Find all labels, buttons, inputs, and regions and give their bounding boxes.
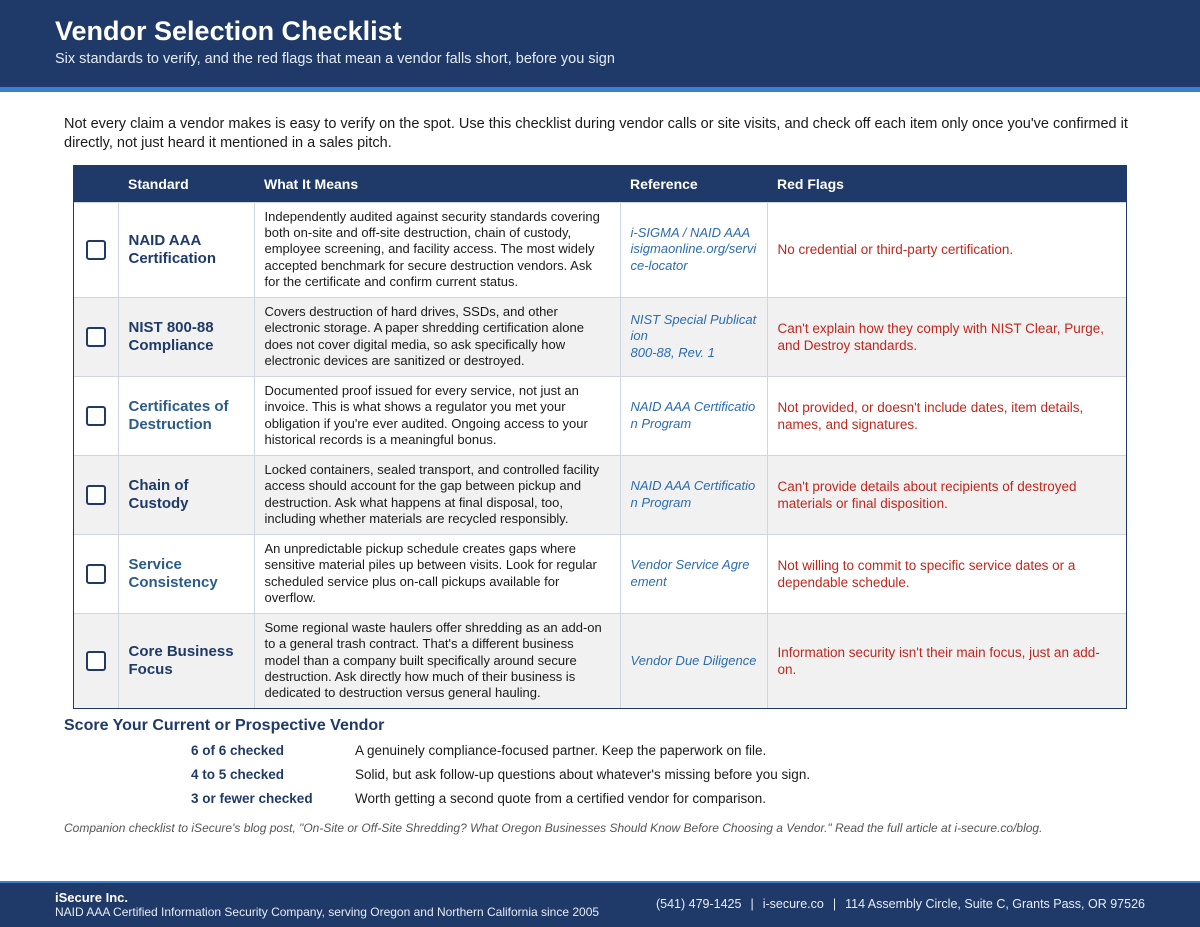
score-label: 3 or fewer checked	[191, 791, 313, 806]
checkbox-cell	[74, 297, 118, 376]
table-row	[74, 202, 1126, 297]
table-row	[74, 534, 1126, 613]
reference-link[interactable]: isigmaonline.org/service-locator	[630, 241, 757, 273]
score-item	[191, 789, 1091, 809]
standard-name: NIST 800-88 Compliance	[118, 297, 254, 376]
checkbox-service-consistency[interactable]	[86, 564, 106, 584]
header-accent-rule	[0, 87, 1200, 92]
standard-name: Certificates of Destruction	[118, 376, 254, 455]
checkbox-cell	[74, 455, 118, 534]
reference-line: 800-88, Rev. 1	[630, 344, 715, 360]
reference-line: NAID AAA Certification Program	[630, 478, 756, 510]
column-header-means: What It Means	[264, 175, 359, 192]
red-flag-text: Can't provide details about recipients of destroyed materials or final disposition.	[777, 478, 1077, 511]
companion-note: Companion checklist to iSecure's blog post, "On-Site or Off-Site Shredding? What Oregon Businesses Should Know Before Choosing a Vendor." Read the full article at i-secure.co/blog.	[64, 821, 1043, 835]
table-row	[74, 297, 1126, 376]
red-flag-text: No credential or third-party certification.	[777, 242, 1014, 257]
checkbox-cell	[74, 613, 118, 708]
table-row	[74, 376, 1126, 455]
reference-line: NAID AAA Certification Program	[630, 399, 756, 431]
reference-line: i-SIGMA / NAID AAA	[630, 225, 751, 241]
reference-line: Vendor Service Agreement	[630, 557, 750, 589]
standard-reference	[620, 613, 767, 708]
footer-company-name: iSecure Inc.	[55, 890, 128, 905]
standard-name: NAID AAA Certification	[118, 202, 254, 297]
standard-description: Locked containers, sealed transport, and controlled facility access should account for the gap between pickup and destruction. Ask what happens at final disposal, too, including whether materials are recycled responsibly.	[254, 455, 620, 534]
standard-reference	[620, 455, 767, 534]
score-label: 6 of 6 checked	[191, 743, 285, 758]
column-header-reference: Reference	[630, 175, 698, 192]
table-row	[74, 613, 1126, 708]
score-item	[191, 741, 1091, 761]
checkbox-cell	[74, 376, 118, 455]
standard-description: Independently audited against security standards covering both on-site and off-site destruction, chain of custody, employee screening, and facility access. The most widely accepted benchmark for secure destruction vendors. Ask for the certificate and confirm current status.	[254, 202, 620, 297]
page-footer	[0, 883, 1200, 927]
standard-reference	[620, 376, 767, 455]
standard-description: Documented proof issued for every service, not just an invoice. This is what shows a regulator you met your obligation if you're ever audited. Ongoing access to your historical records is a meaningful bonus.	[254, 376, 620, 455]
standard-reference	[620, 534, 767, 613]
intro-paragraph: Not every claim a vendor makes is easy to verify on the spot. Use this checklist during vendor calls or site visits, and check off each item only once you've confirmed it directly, not just heard it mentioned in a sales pitch.	[64, 116, 1128, 151]
footer-contact	[656, 897, 1145, 911]
score-label: 4 to 5 checked	[191, 767, 285, 782]
page-subtitle: Six standards to verify, and the red flags that mean a vendor falls short, before you sign	[55, 51, 615, 67]
standard-description: Some regional waste haulers offer shredding as an add-on to a general trash contract. That's a different business model than a company built specifically around secure destruction. Ask directly how much of their business is dedicated to destruction versus general hauling.	[254, 613, 620, 708]
checkbox-naid-aaa[interactable]	[86, 240, 106, 260]
standard-name: Core Business Focus	[118, 613, 254, 708]
checkbox-core-business[interactable]	[86, 651, 106, 671]
checkbox-cell	[74, 534, 118, 613]
column-header-red-flags: Red Flags	[777, 175, 844, 192]
footer-company-description: NAID AAA Certified Information Security Company, serving Oregon and Northern California since 2005	[55, 905, 600, 919]
score-item	[191, 765, 1091, 785]
standard-description: An unpredictable pickup schedule creates gaps where sensitive material piles up between visits. Look for regular scheduled service plus on-call pickups available for overflow.	[254, 534, 620, 613]
checkbox-chain-of-custody[interactable]	[86, 485, 106, 505]
score-text: Solid, but ask follow-up questions about whatever's missing before you sign.	[355, 767, 811, 782]
score-section-title: Score Your Current or Prospective Vendor	[64, 717, 385, 734]
standard-reference	[620, 202, 767, 297]
standard-name: Service Consistency	[118, 534, 254, 613]
page-header	[0, 0, 1200, 87]
checkbox-cell	[74, 202, 118, 297]
footer-address: 114 Assembly Circle, Suite C, Grants Pass, OR 97526	[845, 897, 1145, 911]
table-header-row	[74, 166, 1126, 202]
reference-line: NIST Special Publication	[630, 312, 757, 344]
footer-phone[interactable]: (541) 479-1425	[655, 897, 742, 911]
checkbox-nist-800-88[interactable]	[86, 327, 106, 347]
footer-separator: |	[832, 897, 837, 911]
red-flag-text: Not willing to commit to specific service dates or a dependable schedule.	[777, 557, 1076, 590]
red-flag-text: Can't explain how they comply with NIST Clear, Purge, and Destroy standards.	[777, 320, 1104, 353]
reference-line: Vendor Due Diligence	[630, 652, 757, 668]
score-text: A genuinely compliance-focused partner. Keep the paperwork on file.	[355, 743, 767, 758]
page-title: Vendor Selection Checklist	[55, 16, 402, 46]
score-text: Worth getting a second quote from a certified vendor for comparison.	[355, 791, 766, 806]
table-row	[74, 455, 1126, 534]
footer-separator: |	[750, 897, 754, 911]
red-flag-text: Information security isn't their main focus, just an add-on.	[777, 644, 1100, 677]
footer-website-link[interactable]: i-secure.co	[762, 897, 824, 911]
standard-description: Covers destruction of hard drives, SSDs, and other electronic storage. A paper shredding certification alone does not cover digital media, so ask specifically how electronic devices are sanitized or destroyed.	[254, 297, 620, 376]
standard-reference	[620, 297, 767, 376]
checkbox-certificates[interactable]	[86, 406, 106, 426]
red-flag-text: Not provided, or doesn't include dates, item details, names, and signatures.	[777, 399, 1084, 432]
checklist-table	[73, 165, 1127, 709]
standard-name: Chain of Custody	[118, 455, 254, 534]
column-header-check	[74, 166, 118, 202]
column-header-standard: Standard	[128, 175, 189, 192]
